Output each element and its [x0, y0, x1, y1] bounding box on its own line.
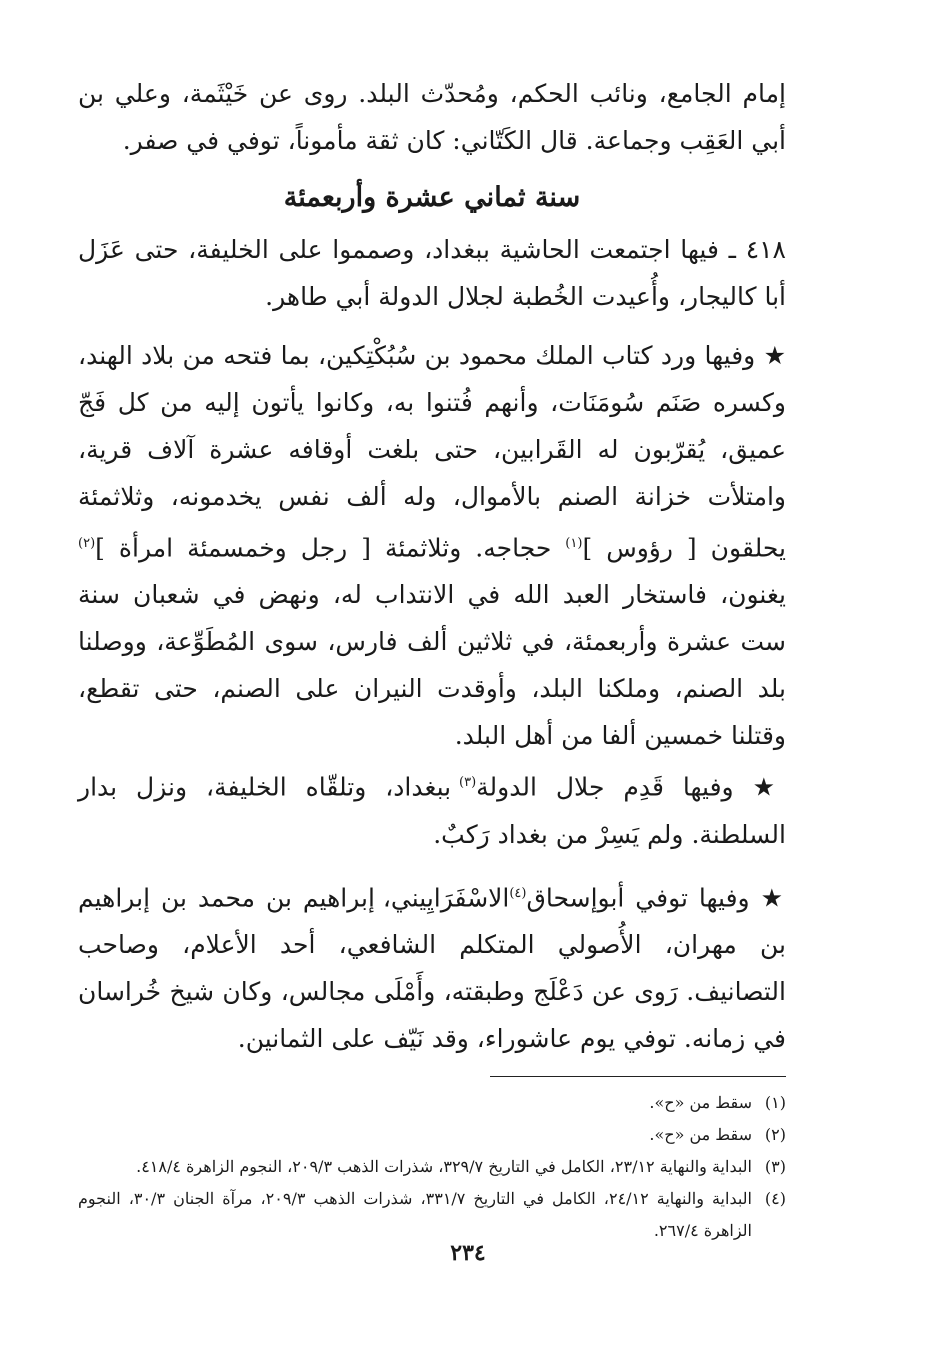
footnote-text: البداية والنهاية ٢٤/١٢، الكامل في التاريخ ٣٣١/٧، شذرات الذهب ٢٠٩/٣، مرآة الجنان ٣٠/٣، النجوم الزاهرة ٢٦٧/٤.	[78, 1188, 752, 1240]
footnote-ref-3: (٣)	[459, 775, 477, 791]
paragraph-text: الاسْفَرَايِيني، إبراهيم بن محمد بن إبراهيم بن مهران، الأُصولي المتكلم الشافعي، أحد الأعلام، وصاحب التصانيف. رَوى عن دَعْلَج وطبقته، وأَمْلَى مجالس، وكان شيخ خُراسان في زمانه. توفي يوم عاشوراء، وقد نَيّف على الثمانين.	[78, 882, 786, 1053]
paragraph-jalal-aldawla	[78, 759, 786, 857]
footnote-text: البداية والنهاية ٢٣/١٢، الكامل في التاريخ ٣٢٩/٧، شذرات الذهب ٢٠٩/٣، النجوم الزاهرة ٤١٨/٤.	[136, 1156, 752, 1176]
footnote-ref-1: (١)	[565, 536, 583, 551]
footnote-number: (٣)	[764, 1156, 786, 1176]
paragraph-mahmud-letter	[78, 332, 786, 759]
page-number: ٢٣٤	[450, 1240, 486, 1266]
footnote-number: (٤)	[764, 1188, 786, 1208]
footnote-text: سقط من «ح».	[649, 1092, 752, 1112]
footnotes	[78, 1087, 786, 1247]
footnote-1	[78, 1087, 786, 1119]
paragraph-text: حجاجه. وثلاثمئة [ رجل وخمسمئة امرأة ]	[95, 533, 566, 563]
paragraph-text: ★ وفيها قَدِم جلال الدولة	[476, 772, 786, 802]
footnote-divider	[490, 1076, 786, 1077]
footnote-text: سقط من «ح».	[649, 1124, 752, 1144]
footnote-number: (١)	[764, 1092, 786, 1112]
page-body	[78, 70, 786, 1247]
footnote-4	[78, 1183, 786, 1247]
paragraph-text: ★ وفيها توفي أبوإسحاق	[526, 882, 786, 912]
section-heading: سنة ثماني عشرة وأربعمئة	[283, 182, 581, 213]
footnote-ref-2: (٢)	[78, 536, 96, 551]
paragraph-text: ببغداد، وتلقّاه الخليفة، ونزل بدار السلطنة. ولم يَسِرْ من بغداد رَكبٌ.	[78, 772, 786, 849]
footnote-number: (٢)	[764, 1124, 786, 1144]
footnote-3	[78, 1151, 786, 1183]
paragraph-text: يغنون، فاستخار العبد الله في الانتداب له، ونهض في شعبان سنة ست عشرة وأربعمئة، في ثلاثين ألف فارس، سوى المُطَوِّعة، ووصلنا بلد الصنم، وملكنا البلد، وأوقدت النيران على الصنم، حتى تقطع، وقتلنا خمسين ألفا من أهل البلد.	[78, 580, 786, 751]
paragraph-entry-418: ٤١٨ ـ فيها اجتمعت الحاشية ببغداد، وصمموا على الخليفة، حتى عَزَل أبا كاليجار، وأُعيدت الخُطبة لجلال الدولة أبي طاهر.	[78, 235, 786, 311]
paragraph-continuation: إمام الجامع، ونائب الحكم، ومُحدّث البلد. روى عن خَيْثَمة، وعلي بن أبي العَقِب وجماعة. قال الكَتّاني: كان ثقة مأموناً، توفي في صفر.	[78, 79, 786, 155]
paragraph-text: ★ وفيها ورد كتاب الملك محمود بن سُبُكْتِكين، بما فتحه من بلاد الهند، وكسره صَنَم سُومَنَات، وأنهم فُتنوا به، وكانوا يأتون إليه من كل فَجّ عميق، يُقرّبون له القَرابين، حتى بلغت أوقافه عشرة آلاف قرية، وامتلأت خزانة الصنم بالأموال، وله ألف نفس يخدمونه، وثلاثمئة يحلقون [ رؤوس ]	[78, 341, 786, 563]
footnote-ref-4: (٤)	[509, 885, 527, 901]
paragraph-isfarayini	[78, 870, 786, 1062]
footnote-2	[78, 1119, 786, 1151]
